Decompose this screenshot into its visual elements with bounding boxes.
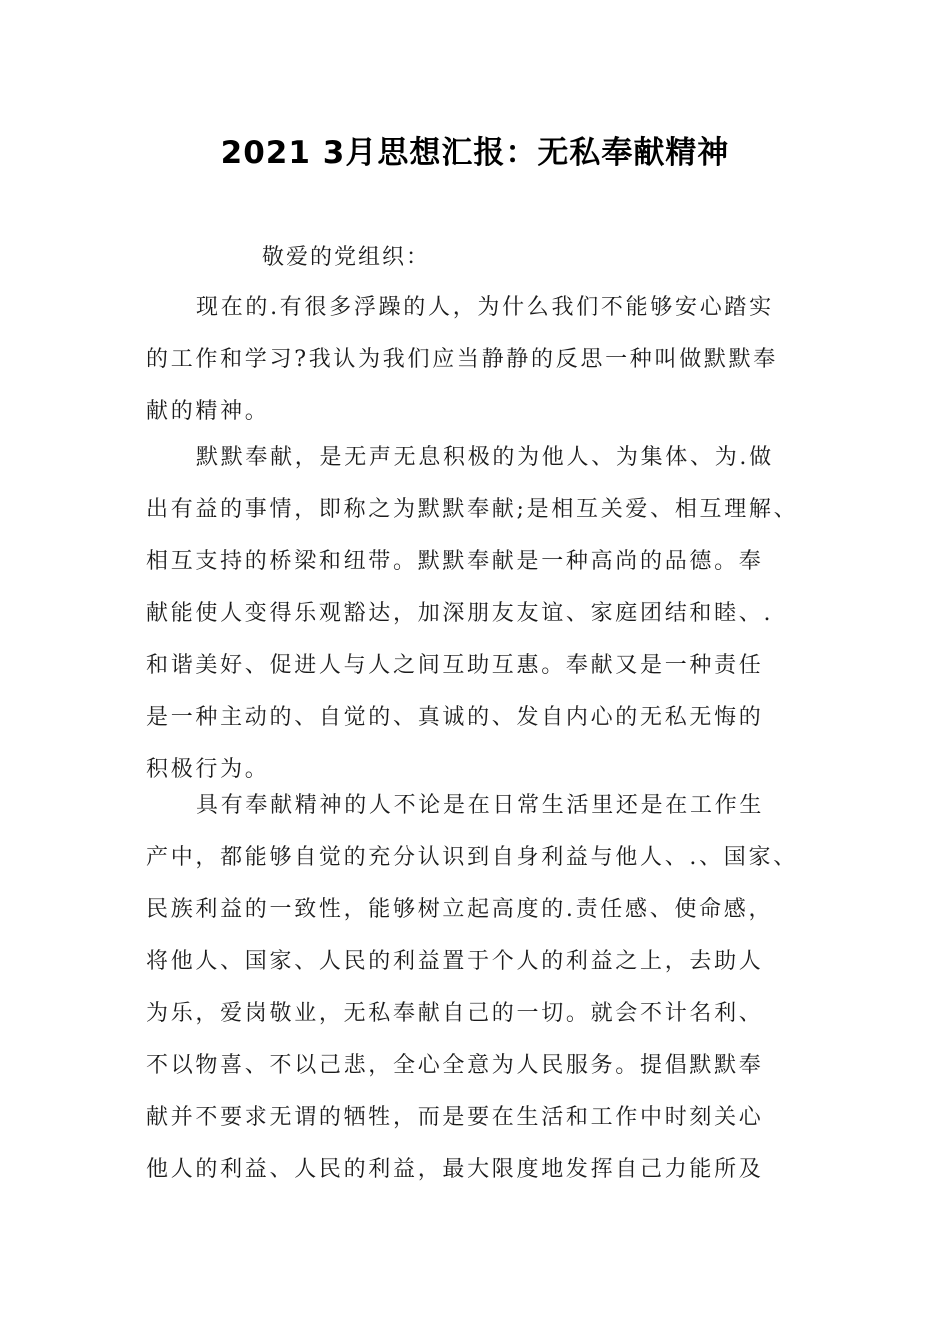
salutation: 敬爱的党组织：	[262, 245, 431, 270]
paragraph-3	[146, 780, 826, 1196]
paragraph-2	[146, 432, 826, 796]
paragraph-line: 现在的.有很多浮躁的人，为什么我们不能够安心踏实	[196, 295, 774, 320]
paragraph-line: 为乐，爱岗敬业，无私奉献自己的一切。就会不计名利、	[146, 1001, 764, 1026]
paragraph-1	[146, 282, 826, 438]
paragraph-line: 的工作和学习?我认为我们应当静静的反思一种叫做默默奉	[146, 347, 778, 372]
paragraph-line: 献能使人变得乐观豁达，加深朋友友谊、家庭团结和睦、.	[146, 601, 774, 626]
paragraph-line: 出有益的事情，即称之为默默奉献;是相互关爱、相互理解、	[146, 497, 799, 522]
paragraph-line: 是一种主动的、自觉的、真诚的、发自内心的无私无悔的	[146, 705, 764, 730]
paragraph-line: 积极行为。	[146, 757, 270, 782]
paragraph-line: 他人的利益、人民的利益，最大限度地发挥自己力能所及	[146, 1157, 764, 1182]
paragraph-line: 默默奉献，是无声无息积极的为他人、为集体、为.做	[196, 445, 774, 470]
paragraph-line: 具有奉献精神的人不论是在日常生活里还是在工作生	[196, 793, 765, 818]
paragraph-line: 相互支持的桥梁和纽带。默默奉献是一种高尚的品德。奉	[146, 549, 764, 574]
document-title: 2021 3月思想汇报：无私奉献精神	[220, 135, 730, 171]
paragraph-line: 献的精神。	[146, 399, 270, 424]
paragraph-line: 产中，都能够自觉的充分认识到自身利益与他人、.、国家、	[146, 845, 798, 870]
paragraph-line: 不以物喜、不以己悲，全心全意为人民服务。提倡默默奉	[146, 1053, 764, 1078]
paragraph-line: 和谐美好、促进人与人之间互助互惠。奉献又是一种责任	[146, 653, 764, 678]
paragraph-line: 民族利益的一致性，能够树立起高度的.责任感、使命感，	[146, 897, 774, 922]
paragraph-line: 将他人、国家、人民的利益置于个人的利益之上，去助人	[146, 949, 764, 974]
paragraph-line: 献并不要求无谓的牺牲，而是要在生活和工作中时刻关心	[146, 1105, 764, 1130]
